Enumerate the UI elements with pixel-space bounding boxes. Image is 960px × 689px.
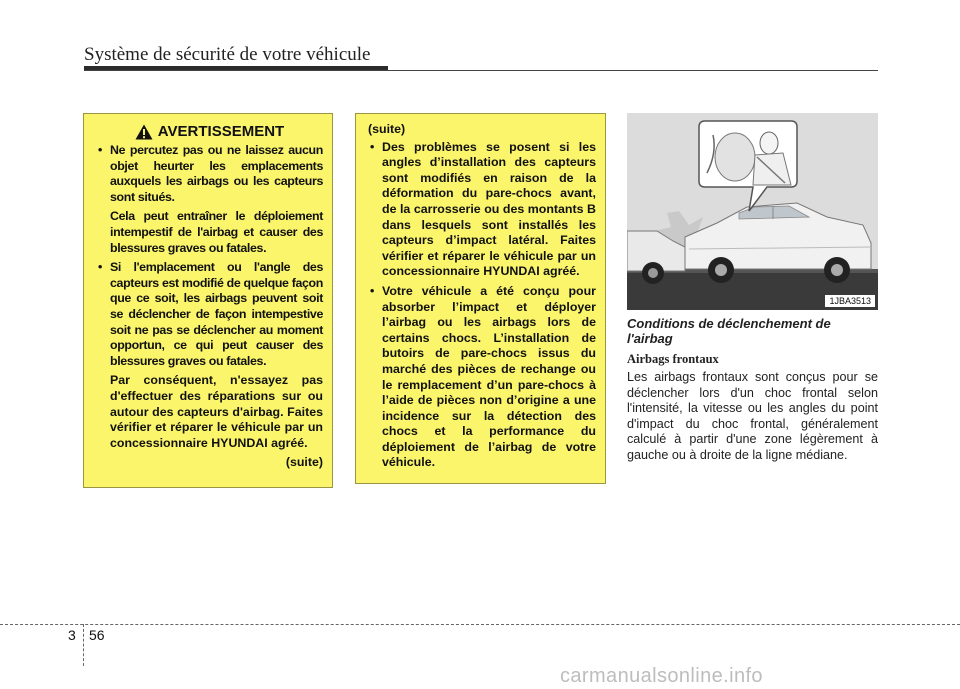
- warning-heading-text: AVERTISSEMENT: [157, 123, 285, 141]
- bullet-dot-icon: •: [370, 283, 375, 298]
- warning-paragraph: Cela peut entraîner le déploiement intempestif de l'airbag et causer des blessures graves ou fatales.: [110, 209, 323, 255]
- section-subtitle: Airbags frontaux: [627, 352, 719, 366]
- figure-code-label: 1JBA3513: [825, 295, 875, 307]
- bullet-dot-icon: •: [98, 260, 103, 275]
- footer-rule: [0, 624, 960, 625]
- warning-bullet-text: Des problèmes se posent si les angles d’installation des capteurs sont modifiés en raison de la déformation du pare-chocs avant, de la carrosserie ou des montants B dans lesquels sont installés les capteurs d’impact latéral. Faites vérifier et réparer le véhicule par un concessionnaire HYUNDAI agréé.: [382, 139, 596, 279]
- airbag-deployment-section: [627, 316, 878, 464]
- frontal-collision-illustration: [627, 113, 878, 310]
- bullet-dot-icon: •: [98, 143, 103, 157]
- warning-bullet: [368, 284, 596, 471]
- chapter-number: 3: [68, 627, 76, 643]
- header-rule: [84, 70, 878, 71]
- watermark: carmanualsonline.info: [560, 665, 763, 687]
- warning-box-1: [83, 113, 333, 488]
- continued-label: (suite): [285, 455, 323, 470]
- warning-box-2: [355, 113, 606, 484]
- page-header-title: Système de sécurité de votre véhicule: [84, 44, 371, 65]
- section-title: Conditions de déclenchement de l'airbag: [627, 316, 831, 346]
- warning-bullet-text: Votre véhicule a été conçu pour absorber l’impact et déployer l’airbag ou les airbags lors de certains chocs. L’installation de butoirs de pare-chocs issus du marché des pièces de rechange ou le remplacement d’un pare-chocs à l’aide de pièces non d’origine a une incidence sur la détection des chocs et la performance du déploiement de l’airbag de votre véhicule.: [382, 283, 596, 470]
- crash-scene-image: [627, 113, 878, 310]
- warning-bullet: [96, 143, 323, 205]
- warning-heading: [96, 124, 323, 140]
- warning-triangle-icon: [135, 124, 153, 140]
- warning-bullet-text: Ne percutez pas ou ne laissez aucun objet heurter les emplacements auxquels les airbags ou les capteurs sont situés.: [110, 143, 323, 204]
- warning-bullet: [96, 260, 323, 369]
- continued-label: (suite): [368, 122, 406, 136]
- warning-paragraph: Par conséquent, n'essayez pas d'effectuer des réparations sur ou autour des capteurs d'airbag. Faites vérifier et réparer le véhicule par un concessionnaire HYUNDAI agréé.: [110, 373, 323, 450]
- warning-bullet-text: Si l'emplacement ou l'angle des capteurs est modifié de quelque façon que ce soit, les airbags peuvent soit se déclencher de façon intempestive soit ne pas se déclencher au moment opportun, ce qui peut causer des blessures graves ou fatales.: [110, 260, 323, 368]
- page-number: 56: [89, 627, 105, 643]
- section-body: Les airbags frontaux sont conçus pour se déclencher lors d'un choc frontal selon l'intensité, la vitesse ou les angles du point d'impact du choc frontal, généralement calculé à partir d'une zone légèrement à gauche ou à droite de la ligne médiane.: [627, 370, 878, 462]
- bullet-dot-icon: •: [370, 139, 375, 154]
- warning-bullet: [368, 140, 596, 280]
- footer-divider: [83, 624, 84, 666]
